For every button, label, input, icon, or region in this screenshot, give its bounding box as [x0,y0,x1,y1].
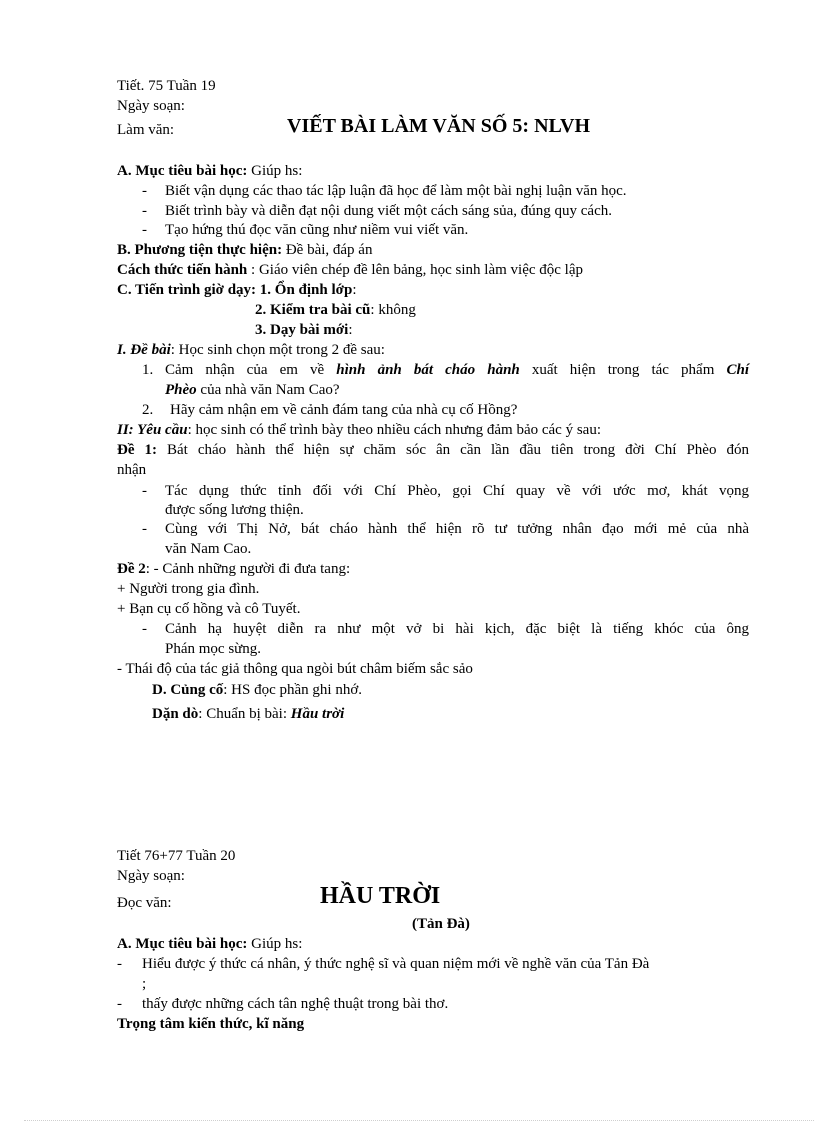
procedure-step-2: 2. Kiểm tra bài cũ: không [255,302,416,318]
answer-point: Tác dụng thức tỉnh đối với Chí Phèo, gọi Chí quay về với ước mơ, khát vọng [165,483,749,499]
bullet: - [117,956,122,972]
prompt-2-answer: Đề 2: - Cảnh những người đi đưa tang: [117,561,351,577]
subject-label: Làm văn: [117,122,175,138]
question-number: 2. [142,402,154,418]
author-attitude: - Thái độ của tác giả thông qua ngòi bút châm biếm sắc sảo [117,661,473,677]
prompt-1-answer-cont: nhận [117,462,147,478]
objective-item: Hiểu được ý thức cá nhân, ý thức nghệ sĩ và quan niệm mới về nghề văn của Tản Đà [142,956,650,972]
method-line: Cách thức tiến hành : Giáo viên chép đề lên bảng, học sinh làm việc độc lập [117,262,584,278]
question-1-cont: Phèo của nhà văn Nam Cao? [165,382,340,398]
lesson-number: Tiết 76+77 Tuần 20 [117,848,236,864]
consolidation-line: D. Củng cố: HS đọc phần ghi nhớ. [152,682,363,698]
answer-point-cont: Phán mọc sừng. [165,641,262,657]
objective-item-cont: ; [142,976,147,992]
prompt-1-answer: Đề 1: Bát cháo hành thể hiện sự chăm sóc ân cần lần đầu tiên trong đời Chí Phèo đón [117,442,749,458]
question-1: Cảm nhận của em về hình ảnh bát cháo hành xuất hiện trong tác phẩm Chí [165,362,749,378]
procedure-step-3: 3. Dạy bài mới: [255,322,353,338]
bullet: - [142,203,147,219]
requirements-heading: II: Yêu cầu: học sinh có thể trình bày theo nhiều cách nhưng đảm bảo các ý sau: [117,422,601,438]
bullet: - [117,996,122,1012]
lesson-title: VIẾT BÀI LÀM VĂN SỐ 5: NLVH [287,115,591,137]
focus-heading: Trọng tâm kiến thức, kĩ năng [117,1016,305,1032]
objective-item: thấy được những cách tân nghệ thuật trong bài thơ. [142,996,449,1012]
objectives-heading: A. Mục tiêu bài học: Giúp hs: [117,163,303,179]
procedure-line: C. Tiến trình giờ dạy: 1. Ổn định lớp: [117,282,357,298]
page-border [24,1120,814,1121]
prep-date-label: Ngày soạn: [117,868,185,884]
bullet: - [142,521,147,537]
homework-line: Dặn dò: Chuẩn bị bài: Hầu trời [152,706,345,722]
bullet: - [142,483,147,499]
subject-label: Đọc văn: [117,895,172,911]
objective-item: Biết vận dụng các thao tác lập luận đã học để làm một bài nghị luận văn học. [165,183,627,199]
answer-point: Cùng với Thị Nở, bát cháo hành thể hiện rõ tư tưởng nhân đạo mới mẻ của nhà [165,521,749,537]
prompt-2-point: + Bạn cụ cố hồng và cô Tuyết. [117,601,301,617]
materials-line: B. Phương tiện thực hiện: Đề bài, đáp án [117,242,373,258]
bullet: - [142,222,147,238]
objectives-heading: A. Mục tiêu bài học: Giúp hs: [117,936,303,952]
answer-point: Cảnh hạ huyệt diễn ra như một vở bi hài kịch, đặc biệt là tiếng khóc của ông [165,621,749,637]
bullet: - [142,183,147,199]
lesson-title: HẦU TRỜI [320,883,441,909]
answer-point-cont: văn Nam Cao. [165,541,252,557]
question-2: Hãy cảm nhận em về cảnh đám tang của nhà cụ cố Hồng? [170,402,518,418]
objective-item: Biết trình bày và diễn đạt nội dung viết một cách sáng sủa, đúng quy cách. [165,203,612,219]
author-name: (Tản Đà) [412,916,470,932]
exam-prompt-heading: I. Đề bài: Học sinh chọn một trong 2 đề sau: [117,342,385,358]
prep-date-label: Ngày soạn: [117,98,185,114]
question-number: 1. [142,362,154,378]
bullet: - [142,621,147,637]
answer-point-cont: được sống lương thiện. [165,502,304,518]
lesson-number: Tiết. 75 Tuần 19 [117,78,216,94]
objective-item: Tạo hứng thú đọc văn cũng như niềm vui viết văn. [165,222,469,238]
prompt-2-point: + Người trong gia đình. [117,581,260,597]
